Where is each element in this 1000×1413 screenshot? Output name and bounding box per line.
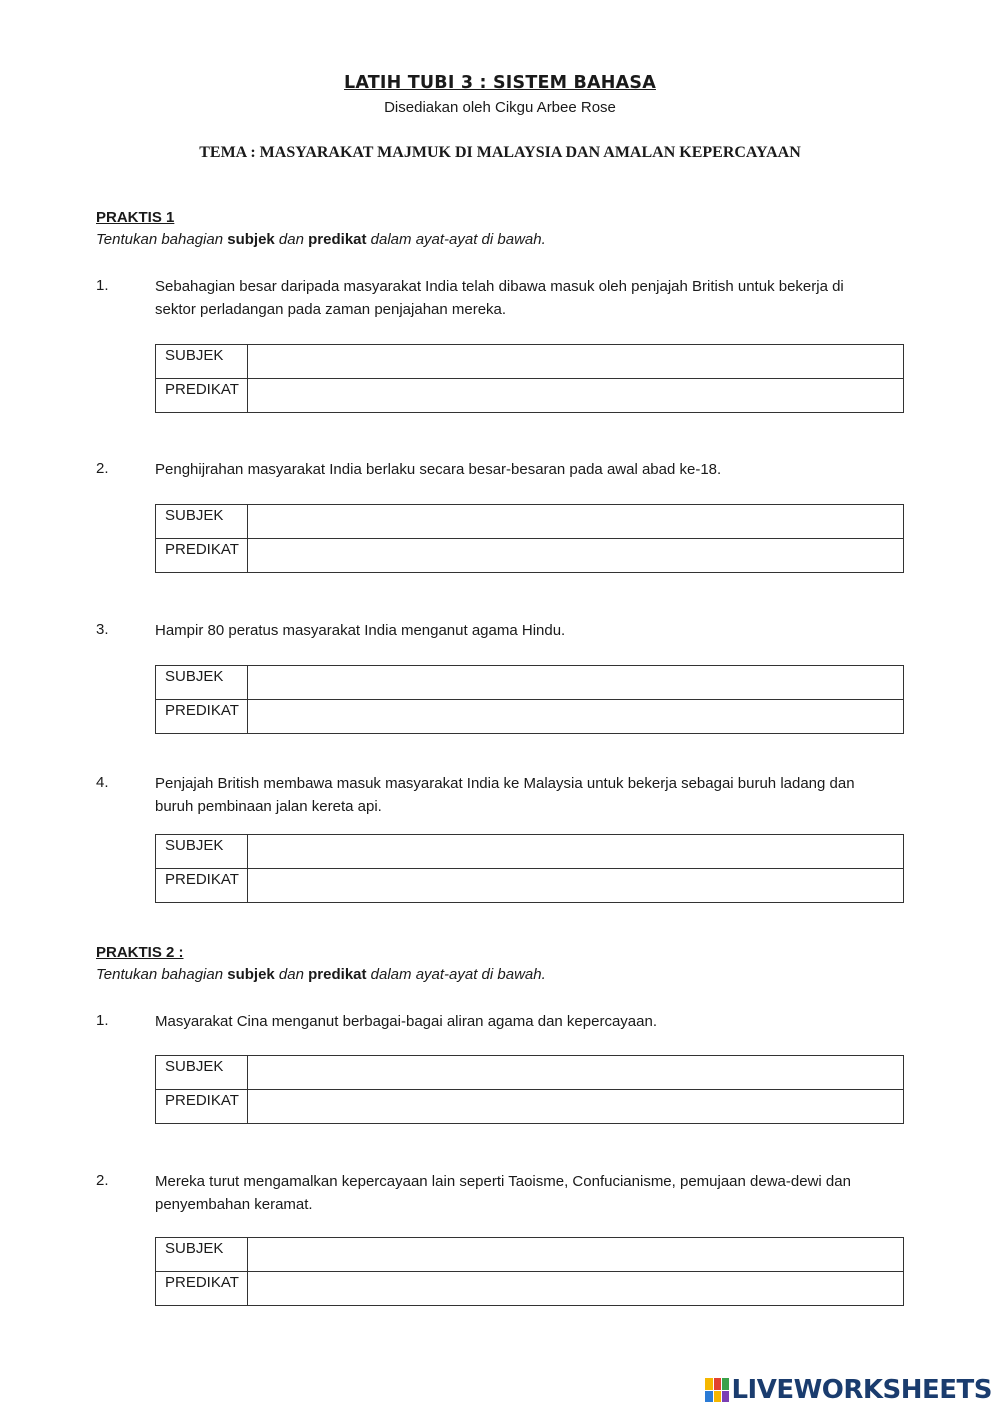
question-text: Penghijrahan masyarakat India berlaku secara besar-besaran pada awal abad ke-18. bbox=[155, 461, 722, 478]
liveworksheets-logo bbox=[705, 1375, 992, 1405]
section-heading-praktis-2: PRAKTIS 2 : bbox=[96, 944, 184, 961]
question-number: 4. bbox=[96, 774, 109, 791]
predicate-label: PREDIKAT bbox=[156, 869, 248, 903]
worksheet-title: LATIH TUBI 3 : SISTEM BAHASA bbox=[344, 73, 656, 93]
question-text: Mereka turut mengamalkan kepercayaan lain seperti Taoisme, Confucianisme, pemujaan dewa-dewi dan penyembahan keramat. bbox=[155, 1173, 851, 1213]
theme-heading: TEMA : MASYARAKAT MAJMUK DI MALAYSIA DAN AMALAN KEPERCAYAAN bbox=[199, 144, 801, 161]
question-text: Penjajah British membawa masuk masyarakat India ke Malaysia untuk bekerja sebagai buruh ladang dan buruh pembinaan jalan kereta api. bbox=[155, 775, 855, 815]
predicate-label: PREDIKAT bbox=[156, 1090, 248, 1124]
section-instruction: Tentukan bahagian subjek dan predikat dalam ayat-ayat di bawah. bbox=[96, 231, 546, 248]
subject-answer-field[interactable] bbox=[248, 505, 904, 539]
predicate-answer-field[interactable] bbox=[248, 1090, 904, 1124]
section-instruction: Tentukan bahagian subjek dan predikat dalam ayat-ayat di bawah. bbox=[96, 966, 546, 983]
liveworksheets-logo-icon bbox=[705, 1378, 729, 1402]
liveworksheets-logo-text: LIVEWORKSHEETS bbox=[731, 1375, 992, 1405]
question-text: Sebahagian besar daripada masyarakat India telah dibawa masuk oleh penjajah British untuk bekerja di sektor perladangan pada zaman penjajahan mereka. bbox=[155, 278, 844, 318]
predicate-label: PREDIKAT bbox=[156, 539, 248, 573]
predicate-label: PREDIKAT bbox=[156, 1272, 248, 1306]
subject-label: SUBJEK bbox=[156, 1238, 248, 1272]
subject-answer-field[interactable] bbox=[248, 835, 904, 869]
answer-table bbox=[155, 344, 904, 413]
author-line: Disediakan oleh Cikgu Arbee Rose bbox=[384, 99, 616, 116]
question-number: 2. bbox=[96, 1172, 109, 1189]
subject-label: SUBJEK bbox=[156, 666, 248, 700]
answer-table bbox=[155, 834, 904, 903]
question-number: 2. bbox=[96, 460, 109, 477]
answer-table bbox=[155, 1055, 904, 1124]
predicate-answer-field[interactable] bbox=[248, 700, 904, 734]
predicate-answer-field[interactable] bbox=[248, 539, 904, 573]
predicate-answer-field[interactable] bbox=[248, 869, 904, 903]
subject-label: SUBJEK bbox=[156, 505, 248, 539]
subject-label: SUBJEK bbox=[156, 1056, 248, 1090]
subject-answer-field[interactable] bbox=[248, 345, 904, 379]
question-number: 1. bbox=[96, 1012, 109, 1029]
subject-answer-field[interactable] bbox=[248, 1238, 904, 1272]
subject-label: SUBJEK bbox=[156, 345, 248, 379]
predicate-label: PREDIKAT bbox=[156, 379, 248, 413]
answer-table bbox=[155, 504, 904, 573]
section-heading-praktis-1: PRAKTIS 1 bbox=[96, 209, 175, 226]
predicate-answer-field[interactable] bbox=[248, 379, 904, 413]
predicate-label: PREDIKAT bbox=[156, 700, 248, 734]
question-text: Masyarakat Cina menganut berbagai-bagai aliran agama dan kepercayaan. bbox=[155, 1013, 657, 1030]
question-text: Hampir 80 peratus masyarakat India menganut agama Hindu. bbox=[155, 622, 566, 639]
question-number: 1. bbox=[96, 277, 109, 294]
subject-label: SUBJEK bbox=[156, 835, 248, 869]
answer-table bbox=[155, 1237, 904, 1306]
subject-answer-field[interactable] bbox=[248, 666, 904, 700]
predicate-answer-field[interactable] bbox=[248, 1272, 904, 1306]
answer-table bbox=[155, 665, 904, 734]
question-number: 3. bbox=[96, 621, 109, 638]
subject-answer-field[interactable] bbox=[248, 1056, 904, 1090]
